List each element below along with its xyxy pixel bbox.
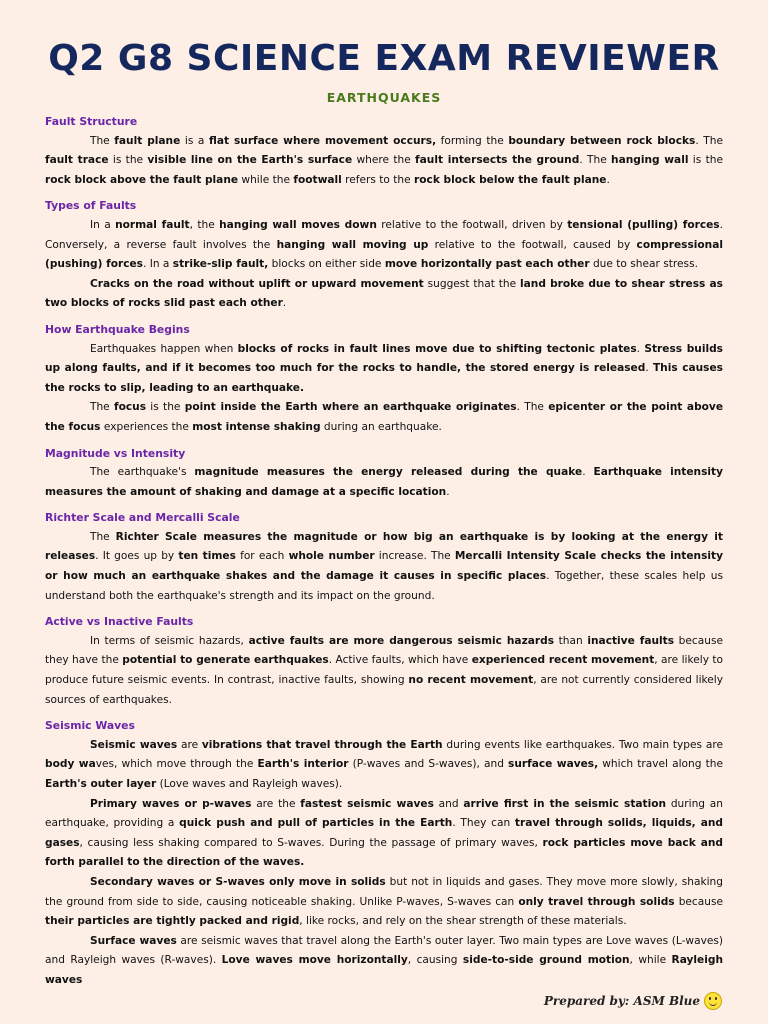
text: . The xyxy=(579,154,612,167)
text: . The xyxy=(695,134,723,147)
text: , are not currently considered likely sources of earthquakes. xyxy=(45,674,723,706)
document-body xyxy=(45,112,723,997)
text: but not in liquids and gases. They move more slowly, shaking the ground from side to side, causing noticeable shaking. Unlike P-waves, S-waves can xyxy=(45,875,723,908)
text: is the xyxy=(688,154,723,167)
text: is the xyxy=(146,401,185,414)
paragraph xyxy=(45,216,723,275)
paragraph xyxy=(45,340,723,399)
section xyxy=(45,716,723,990)
bold-text: rock block above the fault plane xyxy=(45,173,239,186)
text: refers to the xyxy=(341,173,415,186)
text: due to shear stress. xyxy=(589,258,698,271)
text: . xyxy=(606,173,610,186)
bold-text: blocks of rocks in fault lines move due to shifting tectonic plates xyxy=(237,342,637,355)
bold-text: active faults are more dangerous seismic hazards xyxy=(248,634,555,647)
section xyxy=(45,612,723,710)
bold-text: hanging wall moving up xyxy=(276,238,429,251)
bold-text: hanging wall moves down xyxy=(219,218,377,231)
bold-text: focus xyxy=(114,401,147,414)
text: because xyxy=(674,895,724,908)
text: , are likely to produce future seismic events. In contrast, inactive faults, showing xyxy=(45,654,724,687)
text: . The xyxy=(516,401,549,414)
text: relative to the footwall, caused by xyxy=(428,238,637,251)
text: The xyxy=(90,530,116,543)
text: , the xyxy=(189,218,220,231)
text: The xyxy=(90,134,115,147)
text: than xyxy=(554,634,588,647)
text: while the xyxy=(238,173,294,186)
text: increase. The xyxy=(374,550,455,563)
bold-text: compressional (pushing) forces xyxy=(45,238,723,271)
paragraph xyxy=(45,736,723,795)
bold-text: fastest seismic waves xyxy=(300,797,434,810)
smiley-icon xyxy=(704,992,722,1010)
section-heading: Active vs Inactive Faults xyxy=(45,615,194,629)
paragraph xyxy=(45,398,723,437)
text: are the xyxy=(251,797,301,810)
paragraph xyxy=(45,873,723,932)
bold-text: Secondary waves or S-waves only move in solids xyxy=(90,875,386,888)
text: are seismic waves that travel along the Earth's outer layer. Two main types are Love waves (L-waves) and Rayleigh waves (R-waves). xyxy=(45,934,724,967)
section-heading: Types of Faults xyxy=(45,199,137,213)
bold-text: Primary waves or p-waves xyxy=(90,797,252,810)
paragraph xyxy=(45,932,723,991)
text: where the xyxy=(352,154,416,167)
paragraph xyxy=(45,528,723,606)
text: . xyxy=(446,485,450,498)
bold-text: potential to generate earthquakes xyxy=(122,654,329,667)
text: . Active faults, which have xyxy=(328,654,472,667)
text: which travel along the xyxy=(598,758,723,771)
bold-text: arrive first in the seismic station xyxy=(463,797,667,810)
bold-text: their particles are tightly packed and rigid xyxy=(45,915,300,928)
bold-text: rock particles move back and forth parallel to the direction of the waves. xyxy=(45,836,723,869)
bold-text: fault intersects the ground xyxy=(415,154,580,167)
bold-text: Stress builds up along faults, and if it becomes too much for the rocks to handle, the stored energy is released xyxy=(45,342,723,375)
text: ves, which move through the xyxy=(95,758,258,771)
paragraph xyxy=(45,463,723,502)
text: . xyxy=(282,297,287,310)
bold-text: move horizontally past each other xyxy=(384,258,590,271)
bold-text: ten times xyxy=(178,550,236,563)
section xyxy=(45,196,723,314)
text: are xyxy=(177,738,202,751)
text: . In a xyxy=(142,258,173,271)
section-heading: How Earthquake Begins xyxy=(45,322,190,336)
bold-text: no recent movement xyxy=(408,674,534,687)
text: In terms of seismic hazards, xyxy=(90,634,249,647)
section-heading: Magnitude vs Intensity xyxy=(45,446,186,460)
bold-text: most intense shaking xyxy=(192,420,321,433)
text: forming the xyxy=(436,134,509,147)
bold-text: only travel through solids xyxy=(518,895,675,908)
section xyxy=(45,320,723,438)
paragraph xyxy=(45,795,723,873)
bold-text: rock block below the fault plane xyxy=(414,173,607,186)
text: , causing xyxy=(407,954,463,967)
text: The xyxy=(90,401,114,414)
text: . It goes up by xyxy=(95,550,179,563)
text: . xyxy=(582,466,594,479)
bold-text: Cracks on the road without uplift or upward movement xyxy=(90,277,424,290)
text: . They can xyxy=(452,817,515,830)
section xyxy=(45,444,723,503)
bold-text: land broke due to shear stress as two blocks of rocks slid past each other xyxy=(45,277,723,310)
text: during an earthquake, providing a xyxy=(45,797,723,830)
text: because they have the xyxy=(45,634,723,667)
section xyxy=(45,508,723,606)
text: is the xyxy=(108,154,148,167)
text: experiences the xyxy=(100,420,193,433)
page-subtitle: EARTHQUAKES xyxy=(326,90,442,105)
bold-text: Earth's interior xyxy=(257,758,349,771)
bold-text: travel through solids, liquids, and gases xyxy=(45,817,723,849)
bold-text: Surface waves xyxy=(90,934,177,947)
bold-text: epicenter or the point above the focus xyxy=(45,401,724,433)
text: and xyxy=(433,797,464,810)
text: suggest that the xyxy=(423,277,520,290)
text: . xyxy=(645,362,653,375)
bold-text: surface waves, xyxy=(508,758,599,771)
paragraph xyxy=(45,632,723,710)
bold-text: This causes the rocks to slip, leading to an earthquake. xyxy=(45,362,723,394)
text: , while xyxy=(629,954,672,967)
bold-text: boundary between rock blocks xyxy=(508,134,696,147)
text: . xyxy=(636,342,645,355)
bold-text: Mercalli Intensity Scale checks the intensity or how much an earthquake shakes and the damage it causes in specific places xyxy=(45,550,723,583)
text: , like rocks, and rely on the shear strength of these materials. xyxy=(299,915,627,928)
text: (Love waves and Rayleigh waves). xyxy=(156,778,343,790)
bold-text: quick push and pull of particles in the Earth xyxy=(179,817,453,830)
paragraph xyxy=(45,275,723,314)
bold-text: Earthquake intensity measures the amount of shaking and damage at a specific location xyxy=(45,466,723,498)
text: , causing less shaking compared to S-waves. During the passage of primary waves, xyxy=(79,836,543,849)
bold-text: Earth's outer layer xyxy=(45,778,157,790)
section xyxy=(45,112,723,190)
bold-text: hanging wall xyxy=(611,154,689,167)
bold-text: flat surface where movement occurs, xyxy=(209,134,437,147)
bold-text: vibrations that travel through the Earth xyxy=(201,738,443,751)
bold-text: fault trace xyxy=(45,154,109,167)
bold-text: side-to-side ground motion xyxy=(462,954,630,967)
text: during an earthquake. xyxy=(320,420,442,433)
bold-text: whole number xyxy=(288,550,375,563)
text: blocks on either side xyxy=(268,258,385,271)
text: for each xyxy=(235,550,289,563)
footer-credit xyxy=(544,992,722,1010)
bold-text: point inside the Earth where an earthquake originates xyxy=(184,401,517,414)
bold-text: Rayleigh waves xyxy=(45,954,723,986)
bold-text: visible line on the Earth's surface xyxy=(147,154,353,167)
bold-text: Love waves move horizontally xyxy=(221,954,408,967)
text: The earthquake's xyxy=(90,466,195,479)
bold-text: fault plane xyxy=(114,134,181,147)
text: (P-waves and S-waves), and xyxy=(348,758,509,771)
text: relative to the footwall, driven by xyxy=(376,218,568,231)
bold-text: magnitude measures the energy released during the quake xyxy=(194,466,583,479)
text: In a xyxy=(90,218,116,231)
bold-text: Richter Scale measures the magnitude or how big an earthquake is by looking at the energy it releases xyxy=(45,530,723,563)
text: during events like earthquakes. Two main types are xyxy=(442,738,723,751)
credit-text: Prepared by: ASM Blue xyxy=(543,994,700,1008)
bold-text: inactive faults xyxy=(587,634,675,647)
bold-text: normal fault xyxy=(115,218,190,231)
bold-text: body wa xyxy=(45,758,96,771)
bold-text: strike-slip fault, xyxy=(172,258,269,271)
section-heading: Fault Structure xyxy=(45,115,138,128)
bold-text: Seismic waves xyxy=(90,738,178,751)
text: Earthquakes happen when xyxy=(90,342,238,355)
bold-text: footwall xyxy=(293,173,342,186)
text: is a xyxy=(180,134,210,147)
bold-text: tensional (pulling) forces xyxy=(567,218,720,231)
section-heading: Richter Scale and Mercalli Scale xyxy=(45,511,240,525)
page-title: Q2 G8 SCIENCE EXAM REVIEWER xyxy=(48,38,720,79)
bold-text: experienced recent movement xyxy=(471,654,655,667)
text: . Together, these scales help us understand both the earthquake's strength and its impact on the ground. xyxy=(45,570,724,602)
paragraph xyxy=(45,132,723,191)
text: . Conversely, a reverse fault involves the xyxy=(45,218,723,251)
section-heading: Seismic Waves xyxy=(45,719,135,733)
